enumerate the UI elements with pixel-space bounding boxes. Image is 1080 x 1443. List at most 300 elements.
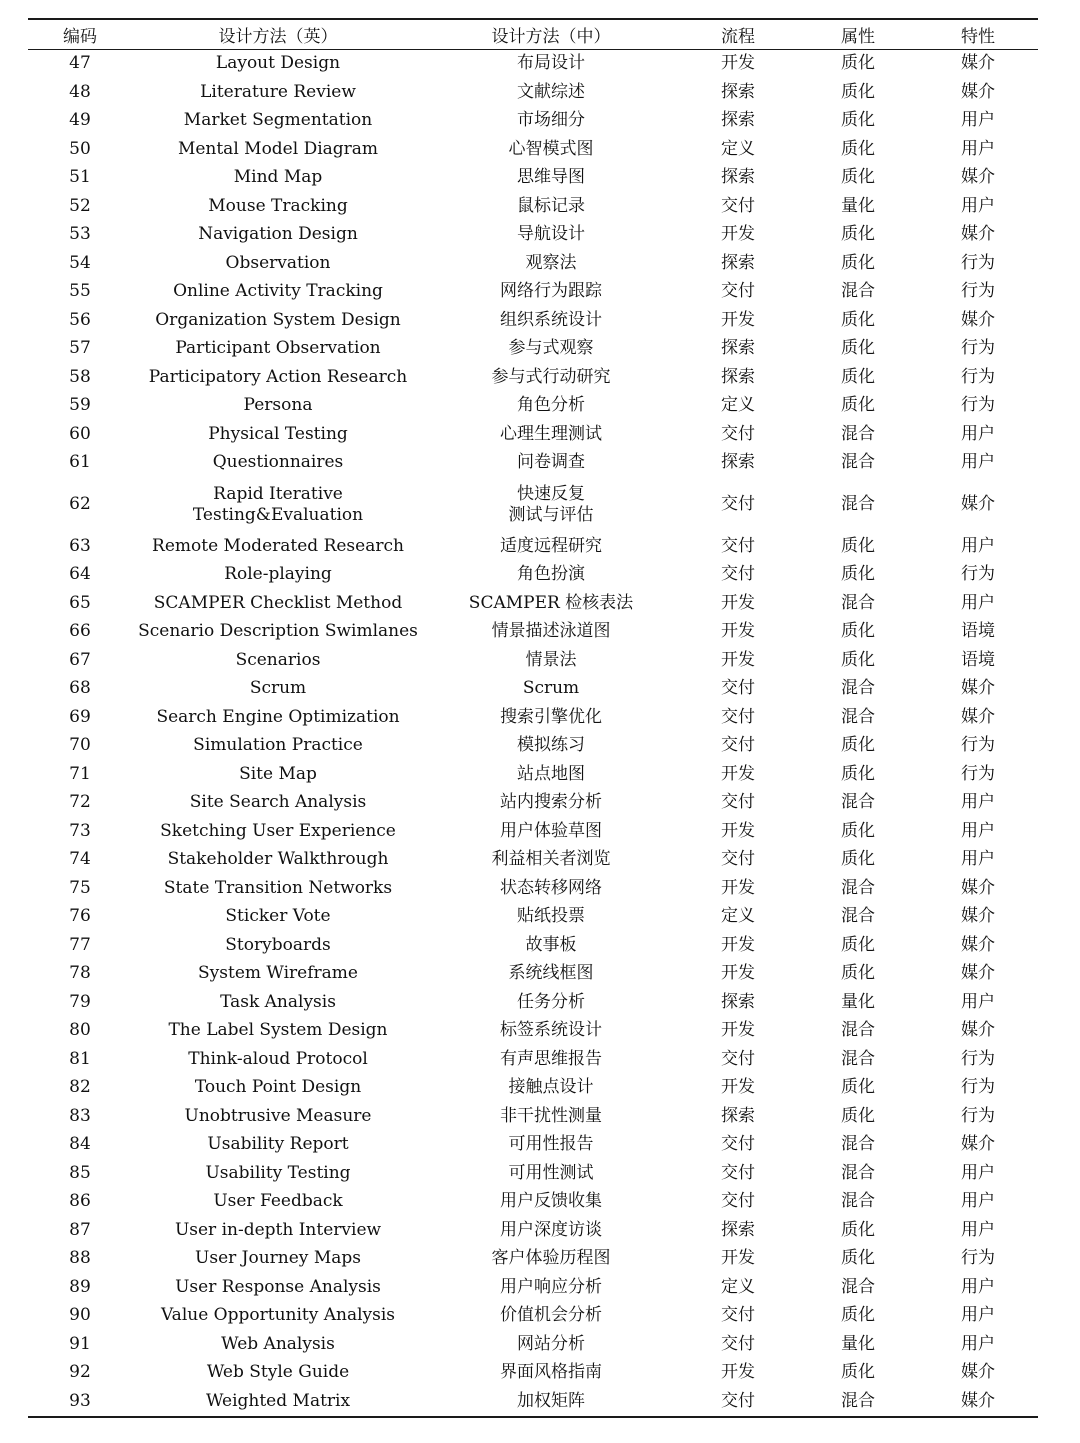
table-row xyxy=(28,392,1038,421)
cell-id: 88 xyxy=(69,1248,91,1269)
cell-feature: 媒介 xyxy=(961,877,995,898)
cell-method-en: Participatory Action Research xyxy=(148,366,408,387)
cell-flow: 开发 xyxy=(721,649,755,670)
table-row xyxy=(28,1017,1038,1046)
cell-feature: 用户 xyxy=(961,592,995,613)
design-methods-table xyxy=(28,18,1038,1418)
cell-flow: 交付 xyxy=(721,1191,755,1212)
cell-flow: 开发 xyxy=(721,592,755,613)
cell-flow: 交付 xyxy=(721,706,755,727)
cell-method-zh: 文献综述 xyxy=(517,81,585,102)
cell-feature: 媒介 xyxy=(961,494,995,514)
cell-method-zh: 组织系统设计 xyxy=(500,309,602,330)
cell-method-zh: 情景描述泳道图 xyxy=(491,621,611,642)
cell-attribute: 质化 xyxy=(841,138,875,159)
table-row xyxy=(28,874,1038,903)
table-row xyxy=(28,846,1038,875)
cell-feature: 媒介 xyxy=(961,1390,995,1411)
cell-flow: 开发 xyxy=(721,1248,755,1269)
cell-flow: 开发 xyxy=(721,224,755,245)
cell-feature: 媒介 xyxy=(961,1362,995,1383)
header-method-zh: 设计方法（中） xyxy=(491,26,611,47)
cell-method-en: Observation xyxy=(225,252,331,273)
table-row xyxy=(28,49,1038,78)
cell-method-en: Physical Testing xyxy=(208,423,348,444)
cell-method-en: Role-playing xyxy=(224,564,332,585)
cell-attribute: 量化 xyxy=(841,195,875,216)
cell-id: 80 xyxy=(69,1020,91,1041)
table-row xyxy=(28,164,1038,193)
cell-flow: 探索 xyxy=(721,81,755,102)
cell-id: 53 xyxy=(69,224,91,245)
cell-id: 48 xyxy=(69,81,91,102)
cell-method-en: Persona xyxy=(243,395,313,416)
cell-method-zh: 贴纸投票 xyxy=(517,906,585,927)
cell-method-zh: 适度远程研究 xyxy=(500,535,602,556)
cell-feature: 行为 xyxy=(961,1105,995,1126)
cell-id: 67 xyxy=(69,649,91,670)
cell-method-en: Navigation Design xyxy=(198,224,358,245)
cell-method-zh: 网络行为跟踪 xyxy=(500,281,602,302)
header-id: 编码 xyxy=(63,26,97,47)
cell-method-en: Scenario Description Swimlanes xyxy=(138,621,418,642)
cell-flow: 探索 xyxy=(721,252,755,273)
cell-flow: 交付 xyxy=(721,1390,755,1411)
cell-attribute: 混合 xyxy=(841,1048,875,1069)
cell-feature: 媒介 xyxy=(961,906,995,927)
cell-attribute: 质化 xyxy=(841,820,875,841)
table-row xyxy=(28,335,1038,364)
cell-feature: 行为 xyxy=(961,281,995,302)
cell-attribute: 混合 xyxy=(841,1134,875,1155)
cell-method-en: Task Analysis xyxy=(220,991,336,1012)
table-header xyxy=(28,19,1038,49)
cell-method-en: Usability Testing xyxy=(205,1162,351,1183)
cell-feature: 语境 xyxy=(961,621,995,642)
cell-id: 68 xyxy=(69,678,91,699)
cell-method-en: Value Opportunity Analysis xyxy=(160,1305,396,1326)
cell-attribute: 混合 xyxy=(841,1390,875,1411)
cell-feature: 媒介 xyxy=(961,53,995,74)
header-method-en: 设计方法（英） xyxy=(218,26,338,47)
cell-method-zh: Scrum xyxy=(522,678,580,699)
cell-feature: 用户 xyxy=(961,138,995,159)
cell-attribute: 质化 xyxy=(841,1248,875,1269)
cell-method-en: Unobtrusive Measure xyxy=(184,1105,372,1126)
cell-feature: 用户 xyxy=(961,535,995,556)
cell-method-en: Touch Point Design xyxy=(194,1077,362,1098)
table-row xyxy=(28,477,1038,532)
cell-method-en: Stakeholder Walkthrough xyxy=(167,849,389,870)
table-row xyxy=(28,1216,1038,1245)
cell-method-zh: 观察法 xyxy=(525,252,577,273)
table-row xyxy=(28,1102,1038,1131)
cell-id: 92 xyxy=(69,1362,91,1383)
cell-feature: 用户 xyxy=(961,452,995,473)
cell-attribute: 质化 xyxy=(841,366,875,387)
cell-flow: 交付 xyxy=(721,281,755,302)
table-row xyxy=(28,1330,1038,1359)
cell-method-zh: 可用性报告 xyxy=(508,1134,594,1155)
cell-feature: 用户 xyxy=(961,423,995,444)
cell-method-en: The Label System Design xyxy=(168,1020,388,1041)
cell-attribute: 混合 xyxy=(841,877,875,898)
cell-method-zh: 客户体验历程图 xyxy=(491,1248,611,1269)
cell-feature: 媒介 xyxy=(961,1020,995,1041)
table-row xyxy=(28,306,1038,335)
cell-flow: 探索 xyxy=(721,338,755,359)
cell-method-zh: 布局设计 xyxy=(517,53,585,74)
cell-flow: 开发 xyxy=(721,1362,755,1383)
cell-attribute: 质化 xyxy=(841,1362,875,1383)
cell-flow: 开发 xyxy=(721,1020,755,1041)
cell-feature: 用户 xyxy=(961,1219,995,1240)
cell-flow: 交付 xyxy=(721,1305,755,1326)
cell-id: 58 xyxy=(69,366,91,387)
cell-flow: 探索 xyxy=(721,167,755,188)
cell-method-en: User in-depth Interview xyxy=(174,1219,382,1240)
table-row xyxy=(28,1131,1038,1160)
cell-attribute: 混合 xyxy=(841,592,875,613)
cell-attribute: 质化 xyxy=(841,53,875,74)
table-row xyxy=(28,1302,1038,1331)
cell-feature: 媒介 xyxy=(961,224,995,245)
cell-attribute: 质化 xyxy=(841,649,875,670)
table-row xyxy=(28,1359,1038,1388)
cell-id: 57 xyxy=(69,338,91,359)
cell-flow: 交付 xyxy=(721,849,755,870)
cell-flow: 交付 xyxy=(721,1162,755,1183)
cell-flow: 定义 xyxy=(721,395,755,416)
cell-attribute: 混合 xyxy=(841,423,875,444)
cell-id: 52 xyxy=(69,195,91,216)
table-row xyxy=(28,817,1038,846)
cell-method-en: Online Activity Tracking xyxy=(173,281,383,302)
table-row xyxy=(28,789,1038,818)
cell-feature: 用户 xyxy=(961,1191,995,1212)
cell-feature: 用户 xyxy=(961,849,995,870)
cell-method-zh: 鼠标记录 xyxy=(517,195,585,216)
table-row xyxy=(28,135,1038,164)
cell-method-zh: 标签系统设计 xyxy=(500,1020,602,1041)
cell-id: 63 xyxy=(69,535,91,556)
cell-method-zh: 快速反复 测试与评估 xyxy=(508,483,594,525)
cell-method-en: Layout Design xyxy=(215,53,341,74)
table-row xyxy=(28,78,1038,107)
cell-feature: 行为 xyxy=(961,564,995,585)
table-row xyxy=(28,1159,1038,1188)
cell-feature: 行为 xyxy=(961,252,995,273)
cell-method-zh: 任务分析 xyxy=(517,991,585,1012)
cell-id: 89 xyxy=(69,1276,91,1297)
cell-method-zh: 利益相关者浏览 xyxy=(491,849,611,870)
cell-id: 87 xyxy=(69,1219,91,1240)
cell-method-en: Web Analysis xyxy=(221,1333,335,1354)
cell-flow: 开发 xyxy=(721,934,755,955)
cell-id: 65 xyxy=(69,592,91,613)
cell-feature: 媒介 xyxy=(961,678,995,699)
cell-attribute: 混合 xyxy=(841,792,875,813)
cell-flow: 探索 xyxy=(721,1219,755,1240)
table-body xyxy=(28,49,1038,1417)
cell-attribute: 混合 xyxy=(841,281,875,302)
cell-method-en: User Feedback xyxy=(213,1191,343,1212)
cell-id: 93 xyxy=(69,1390,91,1411)
cell-method-en: Mouse Tracking xyxy=(208,195,348,216)
cell-method-en: Web Style Guide xyxy=(206,1362,350,1383)
cell-method-zh: 有声思维报告 xyxy=(500,1048,602,1069)
cell-method-zh: 界面风格指南 xyxy=(500,1362,602,1383)
cell-id: 74 xyxy=(69,849,91,870)
table-row xyxy=(28,618,1038,647)
table-row xyxy=(28,903,1038,932)
cell-attribute: 质化 xyxy=(841,963,875,984)
cell-flow: 定义 xyxy=(721,138,755,159)
cell-flow: 开发 xyxy=(721,763,755,784)
cell-method-en: User Journey Maps xyxy=(195,1248,361,1269)
cell-attribute: 质化 xyxy=(841,81,875,102)
cell-method-zh: 心智模式图 xyxy=(508,138,594,159)
cell-id: 55 xyxy=(69,281,91,302)
cell-method-zh: 站内搜索分析 xyxy=(500,792,602,813)
cell-feature: 用户 xyxy=(961,1333,995,1354)
cell-feature: 媒介 xyxy=(961,934,995,955)
header-flow: 流程 xyxy=(721,26,755,47)
cell-feature: 行为 xyxy=(961,1048,995,1069)
cell-method-zh: 用户深度访谈 xyxy=(500,1219,602,1240)
cell-method-en: Simulation Practice xyxy=(193,735,363,756)
cell-attribute: 混合 xyxy=(841,906,875,927)
cell-attribute: 质化 xyxy=(841,763,875,784)
cell-method-zh: 接触点设计 xyxy=(508,1077,594,1098)
cell-method-zh: 用户体验草图 xyxy=(500,820,602,841)
cell-id: 90 xyxy=(69,1305,91,1326)
cell-flow: 交付 xyxy=(721,535,755,556)
cell-flow: 开发 xyxy=(721,621,755,642)
cell-method-en: SCAMPER Checklist Method xyxy=(153,592,403,613)
cell-id: 79 xyxy=(69,991,91,1012)
cell-id: 75 xyxy=(69,877,91,898)
cell-feature: 用户 xyxy=(961,792,995,813)
cell-attribute: 混合 xyxy=(841,1020,875,1041)
cell-attribute: 质化 xyxy=(841,1219,875,1240)
cell-method-zh: 非干扰性测量 xyxy=(500,1105,602,1126)
table-row xyxy=(28,760,1038,789)
cell-attribute: 质化 xyxy=(841,564,875,585)
cell-id: 91 xyxy=(69,1333,91,1354)
cell-attribute: 混合 xyxy=(841,1276,875,1297)
cell-id: 61 xyxy=(69,452,91,473)
cell-method-zh: 问卷调查 xyxy=(517,452,585,473)
cell-method-en: Questionnaires xyxy=(212,452,344,473)
cell-feature: 用户 xyxy=(961,1162,995,1183)
cell-feature: 行为 xyxy=(961,1077,995,1098)
cell-method-en: Storyboards xyxy=(225,934,331,955)
cell-id: 83 xyxy=(69,1105,91,1126)
cell-id: 84 xyxy=(69,1134,91,1155)
cell-id: 71 xyxy=(69,763,91,784)
cell-flow: 探索 xyxy=(721,110,755,131)
cell-attribute: 质化 xyxy=(841,110,875,131)
cell-feature: 媒介 xyxy=(961,706,995,727)
cell-id: 78 xyxy=(69,963,91,984)
cell-method-en: Search Engine Optimization xyxy=(156,706,400,727)
cell-flow: 交付 xyxy=(721,1048,755,1069)
cell-attribute: 混合 xyxy=(841,494,875,514)
table-row xyxy=(28,1188,1038,1217)
table-row xyxy=(28,646,1038,675)
table-row xyxy=(28,931,1038,960)
cell-attribute: 质化 xyxy=(841,224,875,245)
header-feature: 特性 xyxy=(961,26,995,47)
cell-feature: 媒介 xyxy=(961,81,995,102)
cell-feature: 行为 xyxy=(961,395,995,416)
cell-flow: 开发 xyxy=(721,309,755,330)
table-row xyxy=(28,1387,1038,1417)
cell-feature: 用户 xyxy=(961,195,995,216)
cell-flow: 开发 xyxy=(721,877,755,898)
cell-feature: 媒介 xyxy=(961,167,995,188)
cell-method-en: Mental Model Diagram xyxy=(177,138,379,159)
cell-flow: 交付 xyxy=(721,1134,755,1155)
cell-method-en: Sticker Vote xyxy=(225,906,331,927)
cell-feature: 媒介 xyxy=(961,963,995,984)
cell-flow: 定义 xyxy=(721,1276,755,1297)
cell-id: 50 xyxy=(69,138,91,159)
cell-feature: 媒介 xyxy=(961,1134,995,1155)
table-row xyxy=(28,1273,1038,1302)
cell-feature: 用户 xyxy=(961,820,995,841)
cell-method-zh: 参与式观察 xyxy=(508,338,594,359)
cell-flow: 交付 xyxy=(721,494,755,514)
cell-attribute: 质化 xyxy=(841,167,875,188)
cell-method-zh: 模拟练习 xyxy=(517,735,585,756)
cell-attribute: 质化 xyxy=(841,395,875,416)
cell-method-zh: 搜索引擎优化 xyxy=(500,706,602,727)
cell-flow: 探索 xyxy=(721,1105,755,1126)
cell-attribute: 质化 xyxy=(841,252,875,273)
table-row xyxy=(28,249,1038,278)
cell-method-en: Sketching User Experience xyxy=(160,820,396,841)
cell-method-zh: 参与式行动研究 xyxy=(491,366,611,387)
cell-method-zh: 情景法 xyxy=(525,649,577,670)
cell-id: 77 xyxy=(69,934,91,955)
cell-id: 60 xyxy=(69,423,91,444)
cell-feature: 行为 xyxy=(961,338,995,359)
cell-id: 86 xyxy=(69,1191,91,1212)
cell-feature: 媒介 xyxy=(961,309,995,330)
table-row xyxy=(28,1045,1038,1074)
cell-feature: 用户 xyxy=(961,110,995,131)
cell-flow: 探索 xyxy=(721,452,755,473)
table-row xyxy=(28,960,1038,989)
table-row xyxy=(28,675,1038,704)
cell-method-en: Scenarios xyxy=(235,649,321,670)
cell-method-zh: SCAMPER 检核表法 xyxy=(468,592,634,613)
cell-id: 73 xyxy=(69,820,91,841)
cell-flow: 交付 xyxy=(721,564,755,585)
cell-method-zh: 网站分析 xyxy=(517,1333,585,1354)
cell-attribute: 混合 xyxy=(841,706,875,727)
cell-flow: 探索 xyxy=(721,366,755,387)
cell-id: 81 xyxy=(69,1048,91,1069)
cell-id: 70 xyxy=(69,735,91,756)
cell-method-en: Weighted Matrix xyxy=(205,1390,351,1411)
table-row xyxy=(28,561,1038,590)
cell-method-en: Remote Moderated Research xyxy=(152,535,404,556)
cell-flow: 开发 xyxy=(721,963,755,984)
table-row xyxy=(28,589,1038,618)
cell-feature: 用户 xyxy=(961,1276,995,1297)
cell-attribute: 混合 xyxy=(841,1191,875,1212)
cell-id: 54 xyxy=(69,252,91,273)
cell-feature: 用户 xyxy=(961,1305,995,1326)
cell-flow: 交付 xyxy=(721,735,755,756)
cell-id: 76 xyxy=(69,906,91,927)
cell-feature: 行为 xyxy=(961,1248,995,1269)
cell-attribute: 质化 xyxy=(841,934,875,955)
cell-flow: 交付 xyxy=(721,792,755,813)
table-row xyxy=(28,278,1038,307)
cell-flow: 交付 xyxy=(721,678,755,699)
table-row xyxy=(28,532,1038,561)
cell-method-zh: 系统线框图 xyxy=(508,963,594,984)
table-row xyxy=(28,988,1038,1017)
cell-method-zh: 价值机会分析 xyxy=(500,1305,602,1326)
cell-id: 51 xyxy=(69,167,91,188)
cell-method-zh: 导航设计 xyxy=(517,224,585,245)
table-row xyxy=(28,1074,1038,1103)
table-row xyxy=(28,192,1038,221)
cell-attribute: 质化 xyxy=(841,1105,875,1126)
cell-flow: 交付 xyxy=(721,195,755,216)
cell-method-en: Rapid Iterative Testing&Evaluation xyxy=(192,483,364,525)
cell-method-zh: 角色分析 xyxy=(517,395,585,416)
cell-attribute: 混合 xyxy=(841,452,875,473)
cell-flow: 探索 xyxy=(721,991,755,1012)
cell-method-zh: 加权矩阵 xyxy=(517,1390,585,1411)
cell-id: 64 xyxy=(69,564,91,585)
cell-method-en: State Transition Networks xyxy=(163,877,393,898)
cell-method-zh: 角色扮演 xyxy=(517,564,585,585)
cell-attribute: 质化 xyxy=(841,1077,875,1098)
cell-flow: 开发 xyxy=(721,820,755,841)
cell-method-en: Market Segmentation xyxy=(183,110,373,131)
cell-method-zh: 用户反馈收集 xyxy=(500,1191,602,1212)
cell-method-zh: 可用性测试 xyxy=(508,1162,594,1183)
cell-method-zh: 思维导图 xyxy=(517,167,585,188)
cell-method-en: User Response Analysis xyxy=(175,1276,381,1297)
cell-flow: 定义 xyxy=(721,906,755,927)
table-row xyxy=(28,363,1038,392)
cell-feature: 语境 xyxy=(961,649,995,670)
cell-flow: 开发 xyxy=(721,1077,755,1098)
cell-attribute: 混合 xyxy=(841,678,875,699)
cell-method-en: Scrum xyxy=(249,678,307,699)
cell-feature: 行为 xyxy=(961,735,995,756)
cell-attribute: 质化 xyxy=(841,338,875,359)
cell-method-zh: 状态转移网络 xyxy=(500,877,602,898)
cell-method-zh: 市场细分 xyxy=(517,110,585,131)
table-row xyxy=(28,107,1038,136)
cell-feature: 行为 xyxy=(961,763,995,784)
cell-method-zh: 用户响应分析 xyxy=(500,1276,602,1297)
cell-id: 72 xyxy=(69,792,91,813)
cell-method-en: Mind Map xyxy=(233,167,323,188)
cell-id: 56 xyxy=(69,309,91,330)
cell-id: 49 xyxy=(69,110,91,131)
cell-method-zh: 站点地图 xyxy=(517,763,585,784)
